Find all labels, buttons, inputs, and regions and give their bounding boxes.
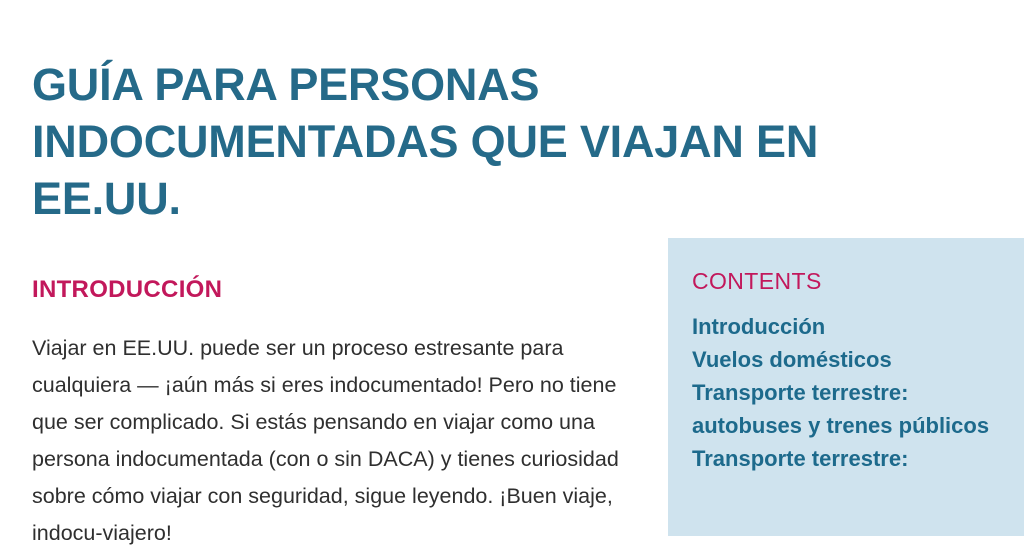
- section-heading-introduccion: INTRODUCCIÓN: [32, 275, 223, 303]
- contents-item-transporte-terrestre-2[interactable]: Transporte terrestre:: [692, 446, 909, 471]
- contents-sidebar: [668, 238, 1024, 536]
- contents-item-introduccion[interactable]: Introducción: [692, 314, 826, 339]
- contents-label: CONTENTS: [692, 268, 822, 294]
- introduction-paragraph: Viajar en EE.UU. puede ser un proceso estresante para cualquiera — ¡aún más si eres indocumentado! Pero no tiene que ser complicado. Si estás pensando en viajar como una persona indocumentada (con o sin DACA) y tienes curiosidad sobre cómo viajar con seguridad, sigue leyendo. ¡Buen viaje, indocu-viajero!: [32, 335, 619, 545]
- page-title: GUÍA PARA PERSONAS INDOCUMENTADAS QUE VIAJAN EN EE.UU.: [32, 59, 819, 225]
- contents-item-transporte-terrestre-autobuses-trenes[interactable]: Transporte terrestre: autobuses y trenes públicos: [692, 380, 990, 438]
- contents-list: [692, 310, 1002, 475]
- contents-item-vuelos-domesticos[interactable]: Vuelos domésticos: [692, 347, 892, 372]
